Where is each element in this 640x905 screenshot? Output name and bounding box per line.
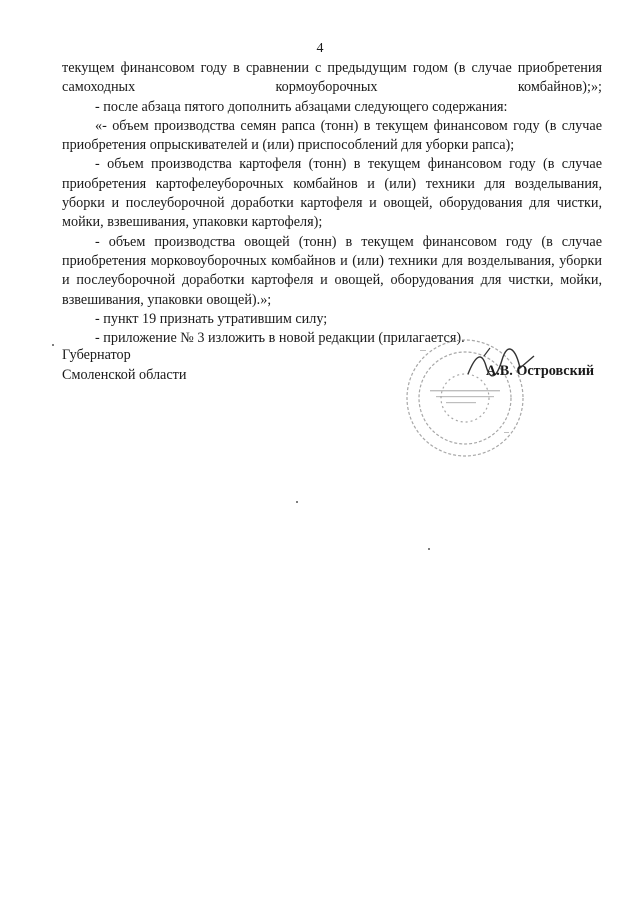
signatory-region: Смоленской области	[62, 367, 187, 383]
signatory-name: А.В. Островский	[486, 363, 595, 379]
scan-speck	[428, 548, 430, 550]
paragraph-appendix-3: - приложение № 3 изложить в новой редакции (прилагается).	[95, 330, 465, 347]
signatory-title	[62, 345, 186, 385]
paragraph-rapeseed: «- объем производства семян рапса (тонн) в текущем финансовом году (в случае приобретения опрыскивателей и (или) приспособлений для уборки рапса);	[62, 117, 602, 154]
scan-speck	[296, 501, 298, 503]
body-text	[62, 59, 602, 348]
paragraph-continuation: текущем финансовом году в сравнении с предыдущим годом (в случае приобретения самоходных кормоуборочных комбайнов);»;	[62, 60, 602, 96]
paragraph-vegetables: - объем производства овощей (тонн) в текущем финансовом году (в случае приобретения морковоуборочных комбайнов и (или) техники для возделывания, уборки и послеуборочной доработки картофеля и овощей, оборудования для чистки, мойки, взвешивания, упаковки овощей).»;	[62, 233, 602, 308]
paragraph-amendment-intro: - после абзаца пятого дополнить абзацами следующего содержания:	[95, 98, 508, 115]
paragraph-potato: - объем производства картофеля (тонн) в текущем финансовом году (в случае приобретения картофелеуборочных комбайнов и (или) техники для возделывания, уборки и послеуборочной доработки картофеля и овощей, оборудования для чистки, мойки, взвешивания, упаковки картофеля);	[62, 156, 602, 231]
paragraph-item-19: - пункт 19 признать утратившим силу;	[95, 310, 328, 327]
signatory-position: Губернатор	[62, 347, 131, 363]
page-number: 4	[316, 41, 324, 56]
scan-speck	[52, 344, 54, 346]
